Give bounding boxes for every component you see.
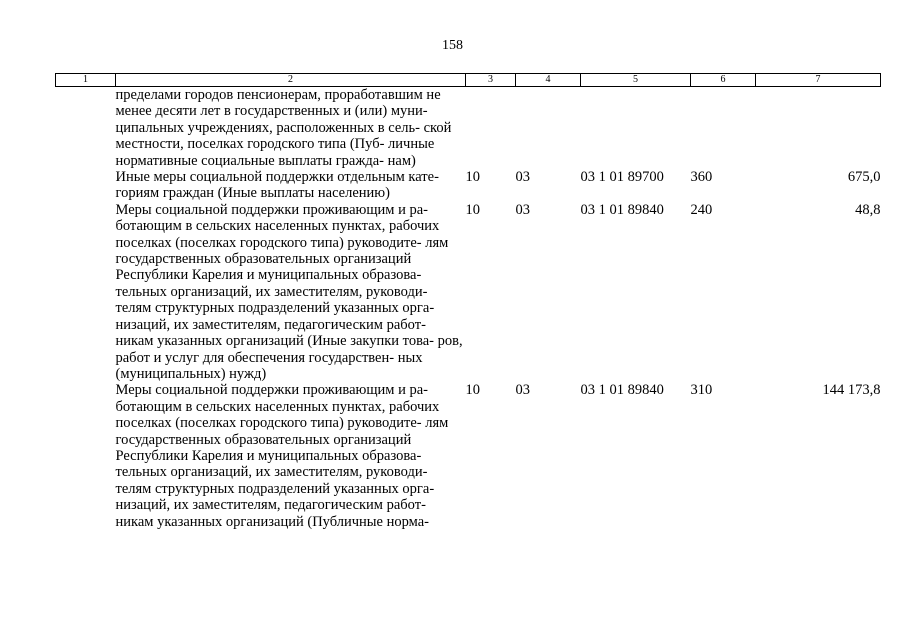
- row-amount: [756, 87, 881, 170]
- row-type: 360: [690, 169, 713, 186]
- row-type: [691, 87, 756, 170]
- row-type: 310: [690, 382, 713, 399]
- table-row: [56, 382, 881, 530]
- row-section: [466, 87, 516, 170]
- row-section: 10: [465, 169, 480, 186]
- row-subsection: 03: [515, 169, 530, 186]
- budget-table: [55, 73, 881, 530]
- column-header-2: 2: [116, 74, 466, 87]
- row-section: 10: [465, 382, 480, 399]
- row-description: пределами городов пенсионерам, проработавшим не менее десяти лет в государственных и (или) муни- ципальных учреждениях, расположенных в сель- ской местности, поселках городского типа (Пуб- личные нормативные социальные выплаты гражда- нам): [115, 87, 452, 169]
- column-header-4: 4: [516, 74, 581, 87]
- row-section: 10: [465, 201, 480, 218]
- page-number: 158: [442, 38, 463, 53]
- row-amount: 48,8: [855, 201, 881, 218]
- column-header-7: 7: [756, 74, 881, 87]
- row-description: Меры социальной поддержки проживающим и ра- ботающим в сельских населенных пунктах, рабочих поселках (поселках городского типа) руководите- лям государственных образовательных организаций Республики Карелия и муниципальных образова- тельных организаций, их заместителям, руководи- телям структурных подразделений указанных орга- низаций, их заместителям, педагогическим работ- никам указанных организаций (Иные закупки това- ров, работ и услуг для обеспечения государствен- ных (муниципальных) нужд): [115, 201, 463, 382]
- column-header-5: 5: [581, 74, 691, 87]
- column-header-1: 1: [56, 74, 116, 87]
- column-header-3: 3: [466, 74, 516, 87]
- row-subsection: 03: [515, 201, 530, 218]
- table-header-row: [56, 74, 881, 87]
- row-target: 03 1 01 89700: [580, 169, 664, 186]
- table-row: [56, 169, 881, 202]
- column-header-6: 6: [691, 74, 756, 87]
- row-target: [581, 87, 691, 170]
- table-row: [56, 87, 881, 170]
- row-type: 240: [690, 201, 713, 218]
- row-subsection: 03: [515, 382, 530, 399]
- row-target: 03 1 01 89840: [580, 382, 664, 399]
- row-subsection: [516, 87, 581, 170]
- row-description: Меры социальной поддержки проживающим и ра- ботающим в сельских населенных пунктах, рабочих поселках (поселках городского типа) руководите- лям государственных образовательных организаций Республики Карелия и муниципальных образова- тельных организаций, их заместителям, руководи- телям структурных подразделений указанных орга- низаций, их заместителям, педагогическим работ- никам указанных организаций (Публичные норма-: [115, 382, 449, 530]
- row-target: 03 1 01 89840: [580, 201, 664, 218]
- row-amount: 675,0: [847, 169, 881, 186]
- row-description: Иные меры социальной поддержки отдельным кате- гориям граждан (Иные выплаты населению): [115, 169, 439, 202]
- row-amount: 144 173,8: [822, 382, 881, 399]
- table-row: [56, 202, 881, 382]
